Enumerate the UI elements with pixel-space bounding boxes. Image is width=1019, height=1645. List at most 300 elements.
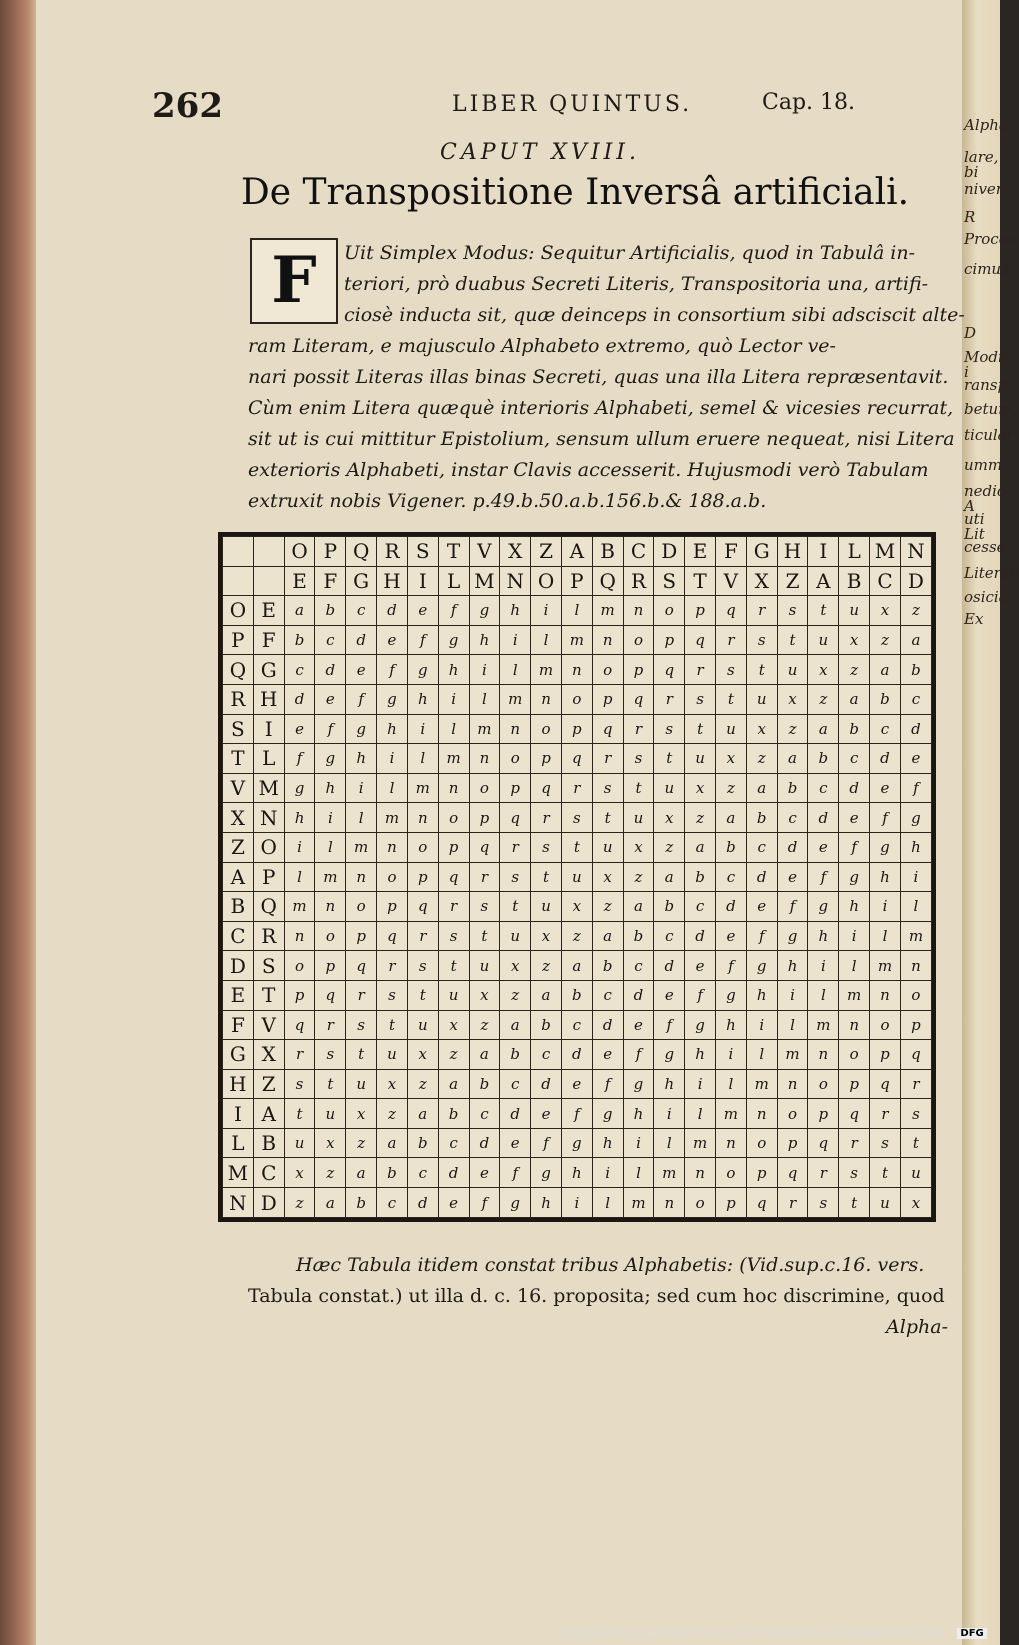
- cipher-cell: c: [377, 1188, 408, 1218]
- cipher-cell: x: [377, 1069, 408, 1099]
- cipher-cell: z: [777, 714, 808, 744]
- cipher-cell: m: [777, 1040, 808, 1070]
- cipher-cell: m: [746, 1069, 777, 1099]
- cipher-cell: f: [407, 625, 438, 655]
- cipher-cell: i: [716, 1040, 747, 1070]
- cipher-cell: r: [469, 862, 500, 892]
- cipher-cell: x: [469, 980, 500, 1010]
- cipher-cell: t: [531, 862, 562, 892]
- left-key-cell: Q: [223, 655, 254, 685]
- second-key-cell: X: [253, 1040, 284, 1070]
- paragraph-line: teriori, prò duabus Secreti Literis, Transpositoria una, artifi-: [344, 273, 929, 295]
- cipher-cell: b: [839, 714, 870, 744]
- cipher-cell: h: [315, 773, 346, 803]
- cipher-cell: d: [377, 596, 408, 626]
- facing-page-fragment: cesse: [964, 538, 1006, 556]
- cipher-cell: t: [407, 980, 438, 1010]
- cipher-cell: m: [531, 655, 562, 685]
- cipher-cell: q: [746, 1188, 777, 1218]
- cipher-cell: g: [315, 744, 346, 774]
- cipher-cell: a: [346, 1158, 377, 1188]
- cipher-cell: o: [777, 1099, 808, 1129]
- cipher-table: [218, 532, 936, 1222]
- cipher-cell: i: [346, 773, 377, 803]
- cipher-cell: z: [654, 832, 685, 862]
- cipher-cell: x: [346, 1099, 377, 1129]
- cipher-cell: e: [592, 1040, 623, 1070]
- left-key-cell: M: [223, 1158, 254, 1188]
- cipher-cell: f: [654, 1010, 685, 1040]
- cipher-cell: u: [438, 980, 469, 1010]
- cipher-cell: t: [685, 714, 716, 744]
- cipher-cell: d: [654, 951, 685, 981]
- cipher-cell: s: [469, 892, 500, 922]
- cipher-cell: c: [746, 832, 777, 862]
- left-key-cell: X: [223, 803, 254, 833]
- cipher-cell: i: [438, 684, 469, 714]
- cipher-cell: s: [284, 1069, 315, 1099]
- cipher-cell: u: [685, 744, 716, 774]
- cipher-cell: t: [500, 892, 531, 922]
- table-row: [223, 714, 932, 744]
- cipher-cell: h: [685, 1040, 716, 1070]
- cipher-cell: t: [777, 625, 808, 655]
- cipher-cell: m: [500, 684, 531, 714]
- cipher-cell: f: [716, 951, 747, 981]
- cipher-cell: o: [284, 951, 315, 981]
- second-header-cell: R: [623, 566, 654, 596]
- cipher-cell: z: [685, 803, 716, 833]
- cipher-cell: z: [284, 1188, 315, 1218]
- cipher-cell: b: [346, 1188, 377, 1218]
- cipher-cell: q: [284, 1010, 315, 1040]
- cipher-cell: a: [500, 1010, 531, 1040]
- table-header-row: [223, 566, 932, 596]
- second-key-cell: R: [253, 921, 284, 951]
- second-key-cell: Q: [253, 892, 284, 922]
- paragraph-line: extruxit nobis Vigener. p.49.b.50.a.b.156.b.& 188.a.b.: [248, 490, 767, 512]
- cipher-cell: p: [900, 1010, 931, 1040]
- cipher-cell: o: [685, 1188, 716, 1218]
- cipher-cell: m: [839, 980, 870, 1010]
- cipher-cell: n: [808, 1040, 839, 1070]
- cipher-cell: r: [531, 803, 562, 833]
- cipher-cell: p: [685, 596, 716, 626]
- cipher-cell: c: [561, 1010, 592, 1040]
- second-key-cell: D: [253, 1188, 284, 1218]
- cipher-cell: h: [900, 832, 931, 862]
- second-header-cell: D: [900, 566, 931, 596]
- cipher-cell: a: [315, 1188, 346, 1218]
- cipher-cell: i: [839, 921, 870, 951]
- cipher-cell: h: [469, 625, 500, 655]
- cipher-cell: b: [900, 655, 931, 685]
- table-row: [223, 655, 932, 685]
- cipher-cell: q: [685, 625, 716, 655]
- cipher-cell: s: [407, 951, 438, 981]
- cipher-cell: f: [284, 744, 315, 774]
- cipher-cell: o: [654, 596, 685, 626]
- cipher-cell: i: [808, 951, 839, 981]
- cipher-cell: t: [900, 1128, 931, 1158]
- left-key-cell: G: [223, 1040, 254, 1070]
- facing-page-fragment: D: [964, 324, 977, 342]
- cipher-cell: c: [284, 655, 315, 685]
- cipher-cell: n: [315, 892, 346, 922]
- cipher-cell: t: [346, 1040, 377, 1070]
- cipher-cell: s: [500, 862, 531, 892]
- cipher-cell: b: [777, 773, 808, 803]
- cipher-cell: q: [315, 980, 346, 1010]
- cipher-cell: u: [561, 862, 592, 892]
- cipher-cell: d: [592, 1010, 623, 1040]
- cipher-cell: z: [746, 744, 777, 774]
- cipher-cell: u: [870, 1188, 901, 1218]
- cipher-cell: p: [346, 921, 377, 951]
- cipher-cell: c: [346, 596, 377, 626]
- cipher-cell: b: [561, 980, 592, 1010]
- cipher-cell: c: [839, 744, 870, 774]
- body-paragraph: [248, 238, 965, 517]
- cipher-cell: l: [500, 655, 531, 685]
- table-row: [223, 773, 932, 803]
- cipher-cell: z: [592, 892, 623, 922]
- top-header-cell: N: [900, 537, 931, 567]
- second-key-cell: L: [253, 744, 284, 774]
- cipher-cell: d: [438, 1158, 469, 1188]
- cipher-cell: p: [654, 625, 685, 655]
- cipher-cell: d: [746, 862, 777, 892]
- cipher-cell: n: [346, 862, 377, 892]
- cipher-cell: c: [407, 1158, 438, 1188]
- cipher-cell: s: [315, 1040, 346, 1070]
- cipher-cell: b: [654, 892, 685, 922]
- cipher-cell: p: [407, 862, 438, 892]
- table-row: [223, 1099, 932, 1129]
- cipher-cell: r: [407, 921, 438, 951]
- second-key-cell: S: [253, 951, 284, 981]
- table-row: [223, 980, 932, 1010]
- cipher-cell: m: [284, 892, 315, 922]
- cipher-cell: d: [346, 625, 377, 655]
- cipher-cell: f: [531, 1128, 562, 1158]
- cipher-cell: u: [500, 921, 531, 951]
- cipher-cell: a: [777, 744, 808, 774]
- cipher-cell: b: [592, 951, 623, 981]
- cipher-cell: b: [438, 1099, 469, 1129]
- cipher-cell: f: [839, 832, 870, 862]
- cipher-cell: f: [900, 773, 931, 803]
- cipher-cell: o: [531, 714, 562, 744]
- cipher-cell: b: [469, 1069, 500, 1099]
- cipher-cell: p: [315, 951, 346, 981]
- cipher-cell: f: [870, 803, 901, 833]
- cipher-cell: g: [808, 892, 839, 922]
- cipher-cell: z: [870, 625, 901, 655]
- cipher-cell: n: [716, 1128, 747, 1158]
- cipher-cell: t: [716, 684, 747, 714]
- cipher-cell: u: [592, 832, 623, 862]
- top-header-cell: F: [716, 537, 747, 567]
- corner-cell: [223, 537, 254, 567]
- cipher-cell: a: [808, 714, 839, 744]
- second-header-cell: T: [685, 566, 716, 596]
- cipher-cell: t: [870, 1158, 901, 1188]
- caption-line: Hæc Tabula itidem constat tribus Alphabetis: (Vid.sup.c.16. vers.: [296, 1254, 925, 1276]
- cipher-cell: g: [685, 1010, 716, 1040]
- cipher-cell: m: [592, 596, 623, 626]
- cipher-cell: d: [839, 773, 870, 803]
- facing-page-fragment: cimus.: [964, 260, 1014, 278]
- table-row: [223, 1188, 932, 1218]
- cipher-cell: h: [839, 892, 870, 922]
- cipher-cell: n: [531, 684, 562, 714]
- second-header-cell: C: [870, 566, 901, 596]
- cipher-cell: i: [654, 1099, 685, 1129]
- top-header-cell: T: [438, 537, 469, 567]
- cipher-cell: l: [561, 596, 592, 626]
- table-row: [223, 832, 932, 862]
- cipher-cell: l: [623, 1158, 654, 1188]
- facing-page-fragment: Alpha: [964, 116, 1008, 134]
- cipher-cell: l: [839, 951, 870, 981]
- cipher-cell: m: [870, 951, 901, 981]
- table-row: [223, 1158, 932, 1188]
- cipher-cell: l: [746, 1040, 777, 1070]
- cipher-cell: o: [808, 1069, 839, 1099]
- cipher-cell: n: [746, 1099, 777, 1129]
- cipher-cell: i: [407, 714, 438, 744]
- left-key-cell: S: [223, 714, 254, 744]
- cipher-cell: o: [900, 980, 931, 1010]
- cipher-cell: x: [777, 684, 808, 714]
- caption-paragraph: [248, 1250, 948, 1343]
- table-row: [223, 684, 932, 714]
- top-header-cell: Z: [531, 537, 562, 567]
- cipher-cell: x: [808, 655, 839, 685]
- cipher-cell: f: [808, 862, 839, 892]
- cipher-cell: i: [685, 1069, 716, 1099]
- top-header-cell: G: [746, 537, 777, 567]
- cipher-cell: a: [531, 980, 562, 1010]
- cipher-cell: m: [469, 714, 500, 744]
- cipher-cell: s: [746, 625, 777, 655]
- cipher-cell: f: [469, 1188, 500, 1218]
- cipher-cell: x: [900, 1188, 931, 1218]
- facing-page-fragment: umm: [964, 456, 1003, 474]
- cipher-cell: p: [623, 655, 654, 685]
- cipher-cell: e: [777, 862, 808, 892]
- cipher-cell: p: [808, 1099, 839, 1129]
- cipher-cell: d: [500, 1099, 531, 1129]
- cipher-cell: p: [716, 1188, 747, 1218]
- cipher-cell: x: [315, 1128, 346, 1158]
- cipher-cell: u: [531, 892, 562, 922]
- left-key-cell: H: [223, 1069, 254, 1099]
- second-header-cell: M: [469, 566, 500, 596]
- cipher-cell: o: [438, 803, 469, 833]
- top-header-cell: H: [777, 537, 808, 567]
- cipher-cell: r: [839, 1128, 870, 1158]
- cipher-cell: h: [870, 862, 901, 892]
- cipher-cell: c: [623, 951, 654, 981]
- cipher-cell: z: [839, 655, 870, 685]
- second-header-cell: P: [561, 566, 592, 596]
- left-key-cell: R: [223, 684, 254, 714]
- cipher-grid: [222, 536, 932, 1218]
- left-key-cell: D: [223, 951, 254, 981]
- cipher-cell: p: [870, 1040, 901, 1070]
- cipher-cell: d: [808, 803, 839, 833]
- cipher-cell: z: [469, 1010, 500, 1040]
- cipher-cell: z: [407, 1069, 438, 1099]
- second-key-cell: I: [253, 714, 284, 744]
- cipher-cell: e: [654, 980, 685, 1010]
- cipher-cell: t: [315, 1069, 346, 1099]
- second-key-cell: A: [253, 1099, 284, 1129]
- cipher-cell: e: [315, 684, 346, 714]
- cipher-cell: r: [284, 1040, 315, 1070]
- drop-capital-letter: F: [271, 243, 317, 318]
- dfg-logo: DFG: [957, 1628, 986, 1639]
- cipher-cell: u: [746, 684, 777, 714]
- cipher-cell: f: [500, 1158, 531, 1188]
- cipher-cell: l: [900, 892, 931, 922]
- second-header-cell: H: [377, 566, 408, 596]
- cipher-cell: u: [808, 625, 839, 655]
- table-row: [223, 1069, 932, 1099]
- cipher-cell: q: [900, 1040, 931, 1070]
- facing-page-fragment: Modij i: [964, 348, 1008, 381]
- second-header-cell: G: [346, 566, 377, 596]
- cipher-cell: u: [839, 596, 870, 626]
- top-header-cell: V: [469, 537, 500, 567]
- top-header-cell: D: [654, 537, 685, 567]
- table-row: [223, 1128, 932, 1158]
- cipher-cell: g: [839, 862, 870, 892]
- cipher-cell: o: [346, 892, 377, 922]
- cipher-cell: d: [469, 1128, 500, 1158]
- cipher-cell: c: [315, 625, 346, 655]
- facing-page-fragment: niver: [964, 180, 1003, 198]
- cipher-cell: m: [561, 625, 592, 655]
- cipher-cell: i: [777, 980, 808, 1010]
- cipher-cell: b: [808, 744, 839, 774]
- cipher-cell: g: [777, 921, 808, 951]
- cipher-cell: z: [377, 1099, 408, 1129]
- cipher-cell: t: [746, 655, 777, 685]
- cipher-cell: c: [808, 773, 839, 803]
- top-header-cell: O: [284, 537, 315, 567]
- corner-cell: [223, 566, 254, 596]
- cipher-cell: l: [592, 1188, 623, 1218]
- cipher-cell: t: [438, 951, 469, 981]
- cipher-cell: c: [438, 1128, 469, 1158]
- cipher-cell: i: [746, 1010, 777, 1040]
- facing-page-fragment: Literan: [964, 564, 1019, 582]
- cipher-cell: t: [561, 832, 592, 862]
- cipher-cell: q: [469, 832, 500, 862]
- cipher-cell: b: [531, 1010, 562, 1040]
- cipher-cell: u: [377, 1040, 408, 1070]
- cipher-cell: r: [315, 1010, 346, 1040]
- cipher-cell: h: [346, 744, 377, 774]
- corner-cell: [253, 566, 284, 596]
- cipher-cell: q: [377, 921, 408, 951]
- left-key-cell: N: [223, 1188, 254, 1218]
- page-title: De Transpositione Inversâ artificiali.: [240, 172, 910, 213]
- second-header-cell: E: [284, 566, 315, 596]
- cipher-cell: t: [623, 773, 654, 803]
- cipher-cell: b: [870, 684, 901, 714]
- cipher-cell: a: [623, 892, 654, 922]
- top-header-cell: M: [870, 537, 901, 567]
- second-header-cell: O: [531, 566, 562, 596]
- cipher-cell: z: [561, 921, 592, 951]
- cipher-cell: u: [284, 1128, 315, 1158]
- cipher-cell: x: [500, 951, 531, 981]
- second-header-cell: F: [315, 566, 346, 596]
- table-row: [223, 951, 932, 981]
- cipher-cell: t: [808, 596, 839, 626]
- cipher-cell: f: [623, 1040, 654, 1070]
- cipher-cell: g: [623, 1069, 654, 1099]
- cipher-cell: n: [561, 655, 592, 685]
- cipher-cell: i: [469, 655, 500, 685]
- cipher-cell: i: [315, 803, 346, 833]
- cipher-cell: s: [438, 921, 469, 951]
- cipher-cell: o: [592, 655, 623, 685]
- second-header-cell: N: [500, 566, 531, 596]
- cipher-cell: p: [839, 1069, 870, 1099]
- cipher-cell: d: [716, 892, 747, 922]
- table-row: [223, 921, 932, 951]
- cipher-cell: h: [284, 803, 315, 833]
- cipher-cell: f: [746, 921, 777, 951]
- cipher-cell: r: [592, 744, 623, 774]
- cipher-cell: r: [500, 832, 531, 862]
- second-key-cell: N: [253, 803, 284, 833]
- cipher-cell: h: [746, 980, 777, 1010]
- facing-page-fragment: betum,: [964, 400, 1018, 418]
- cipher-cell: l: [531, 625, 562, 655]
- cipher-cell: o: [746, 1128, 777, 1158]
- cipher-cell: s: [592, 773, 623, 803]
- cipher-cell: c: [531, 1040, 562, 1070]
- cipher-cell: m: [654, 1158, 685, 1188]
- cipher-cell: q: [561, 744, 592, 774]
- cipher-cell: p: [777, 1128, 808, 1158]
- second-header-cell: A: [808, 566, 839, 596]
- second-header-cell: Q: [592, 566, 623, 596]
- cipher-cell: n: [407, 803, 438, 833]
- cipher-cell: u: [407, 1010, 438, 1040]
- cipher-cell: a: [870, 655, 901, 685]
- facing-page-fragment: ticular: [964, 426, 1014, 444]
- page-number: 262: [152, 86, 223, 126]
- cipher-cell: s: [685, 684, 716, 714]
- cipher-cell: g: [500, 1188, 531, 1218]
- cipher-cell: t: [592, 803, 623, 833]
- cipher-cell: r: [777, 1188, 808, 1218]
- cipher-cell: g: [407, 655, 438, 685]
- second-key-cell: B: [253, 1128, 284, 1158]
- cipher-cell: b: [315, 596, 346, 626]
- cipher-cell: e: [500, 1128, 531, 1158]
- facing-page-fragment: ransp: [964, 376, 1008, 394]
- cipher-cell: n: [438, 773, 469, 803]
- cipher-cell: d: [531, 1069, 562, 1099]
